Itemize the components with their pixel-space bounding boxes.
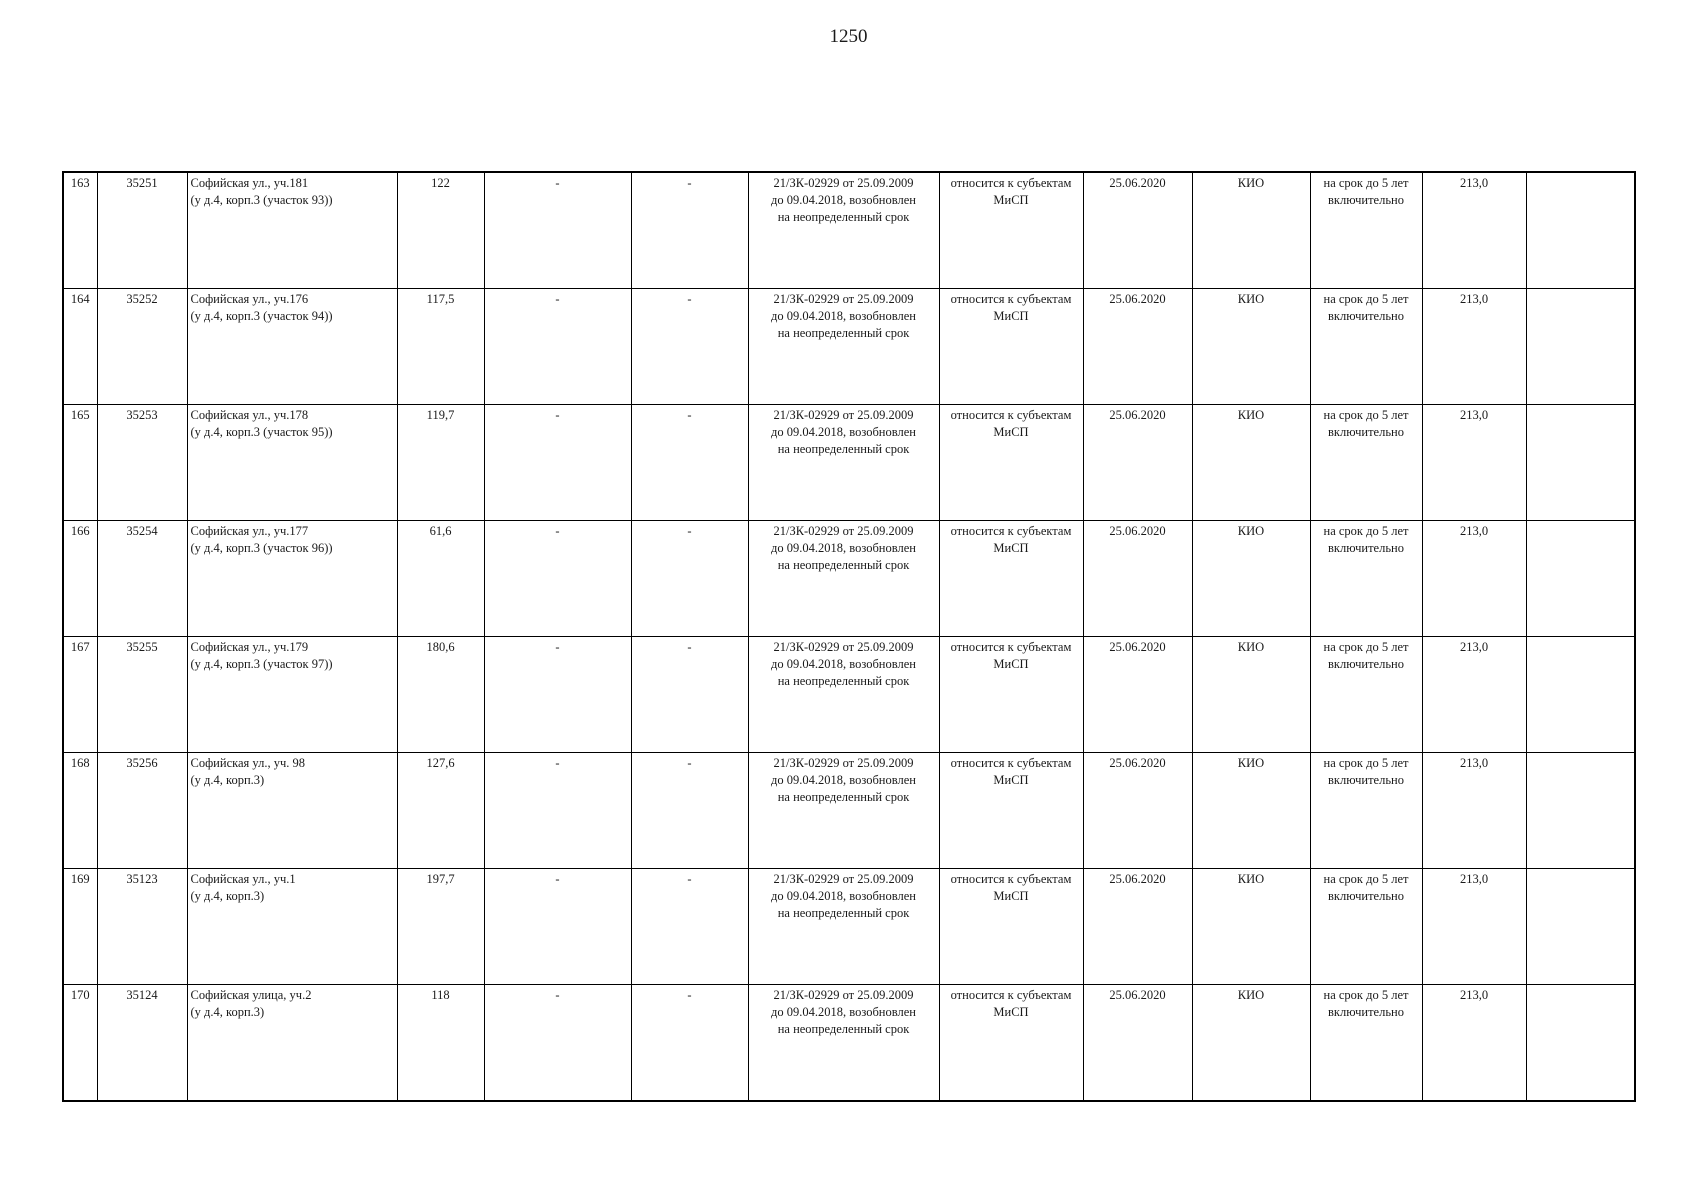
term-line: на срок до 5 лет	[1323, 988, 1409, 1002]
table-body	[63, 172, 1635, 1101]
area-cell: 119,7	[397, 405, 484, 521]
table-row	[63, 869, 1635, 985]
contract-line: на неопределенный срок	[777, 906, 910, 920]
contract-line: на неопределенный срок	[777, 674, 910, 688]
address-line: Софийская ул., уч.1	[190, 872, 296, 886]
address-line: (у д.4, корп.3 (участок 95))	[190, 425, 333, 439]
address-line: (у д.4, корп.3)	[190, 889, 265, 903]
category-cell	[939, 289, 1083, 405]
object-code-cell: 35124	[97, 985, 187, 1102]
term-cell	[1310, 405, 1422, 521]
row-number-cell: 168	[63, 753, 97, 869]
address-line: (у д.4, корп.3)	[190, 773, 265, 787]
object-code-cell: 35256	[97, 753, 187, 869]
contract-line: на неопределенный срок	[777, 790, 910, 804]
row-number-cell: 167	[63, 637, 97, 753]
contract-line: на неопределенный срок	[777, 1022, 910, 1036]
term-line: включительно	[1328, 1005, 1404, 1019]
value-cell: 213,0	[1422, 405, 1526, 521]
dash-cell: -	[484, 985, 631, 1102]
object-code-cell: 35123	[97, 869, 187, 985]
category-line: МиСП	[993, 541, 1029, 555]
term-cell	[1310, 753, 1422, 869]
term-line: включительно	[1328, 193, 1404, 207]
row-number-cell: 165	[63, 405, 97, 521]
contract-line: на неопределенный срок	[777, 326, 910, 340]
address-cell	[187, 405, 397, 521]
table-row	[63, 405, 1635, 521]
category-line: МиСП	[993, 1005, 1029, 1019]
category-cell	[939, 405, 1083, 521]
note-cell	[1526, 289, 1635, 405]
dash-cell: -	[484, 753, 631, 869]
address-line: Софийская ул., уч.179	[190, 640, 309, 654]
term-line: на срок до 5 лет	[1323, 524, 1409, 538]
contract-line: 21/ЗК-02929 от 25.09.2009	[773, 872, 914, 886]
term-line: на срок до 5 лет	[1323, 176, 1409, 190]
object-code-cell: 35252	[97, 289, 187, 405]
date-cell: 25.06.2020	[1083, 521, 1192, 637]
term-cell	[1310, 172, 1422, 289]
term-line: включительно	[1328, 773, 1404, 787]
dash-cell: -	[631, 753, 748, 869]
term-line: включительно	[1328, 889, 1404, 903]
dash-cell: -	[484, 172, 631, 289]
authority-cell: КИО	[1192, 521, 1310, 637]
authority-cell: КИО	[1192, 289, 1310, 405]
address-cell	[187, 289, 397, 405]
category-cell	[939, 172, 1083, 289]
contract-line: 21/ЗК-02929 от 25.09.2009	[773, 524, 914, 538]
contract-line: до 09.04.2018, возобновлен	[771, 1005, 916, 1019]
area-cell: 122	[397, 172, 484, 289]
value-cell: 213,0	[1422, 985, 1526, 1102]
dash-cell: -	[631, 985, 748, 1102]
note-cell	[1526, 637, 1635, 753]
authority-cell: КИО	[1192, 172, 1310, 289]
address-cell	[187, 637, 397, 753]
note-cell	[1526, 753, 1635, 869]
dash-cell: -	[631, 172, 748, 289]
term-cell	[1310, 637, 1422, 753]
authority-cell: КИО	[1192, 753, 1310, 869]
category-cell	[939, 521, 1083, 637]
term-line: на срок до 5 лет	[1323, 756, 1409, 770]
contract-line: на неопределенный срок	[777, 210, 910, 224]
contract-line: 21/ЗК-02929 от 25.09.2009	[773, 408, 914, 422]
dash-cell: -	[631, 869, 748, 985]
area-cell: 197,7	[397, 869, 484, 985]
object-code-cell: 35254	[97, 521, 187, 637]
category-line: МиСП	[993, 193, 1029, 207]
contract-line: до 09.04.2018, возобновлен	[771, 309, 916, 323]
contract-cell	[748, 289, 939, 405]
category-line: МиСП	[993, 425, 1029, 439]
contract-cell	[748, 753, 939, 869]
contract-line: 21/ЗК-02929 от 25.09.2009	[773, 756, 914, 770]
category-line: относится к субъектам	[950, 176, 1072, 190]
term-line: на срок до 5 лет	[1323, 292, 1409, 306]
area-cell: 118	[397, 985, 484, 1102]
row-number-cell: 170	[63, 985, 97, 1102]
contract-line: 21/ЗК-02929 от 25.09.2009	[773, 176, 914, 190]
contract-cell	[748, 985, 939, 1102]
contract-line: до 09.04.2018, возобновлен	[771, 425, 916, 439]
contract-cell	[748, 172, 939, 289]
dash-cell: -	[631, 289, 748, 405]
dash-cell: -	[631, 405, 748, 521]
area-cell: 127,6	[397, 753, 484, 869]
date-cell: 25.06.2020	[1083, 172, 1192, 289]
date-cell: 25.06.2020	[1083, 753, 1192, 869]
category-line: относится к субъектам	[950, 988, 1072, 1002]
row-number-cell: 163	[63, 172, 97, 289]
contract-cell	[748, 405, 939, 521]
address-line: Софийская ул., уч.181	[190, 176, 309, 190]
address-line: (у д.4, корп.3 (участок 93))	[190, 193, 333, 207]
category-cell	[939, 637, 1083, 753]
category-line: относится к субъектам	[950, 756, 1072, 770]
note-cell	[1526, 985, 1635, 1102]
address-cell	[187, 869, 397, 985]
contract-line: до 09.04.2018, возобновлен	[771, 889, 916, 903]
contract-line: до 09.04.2018, возобновлен	[771, 193, 916, 207]
value-cell: 213,0	[1422, 172, 1526, 289]
address-line: Софийская ул., уч.177	[190, 524, 309, 538]
term-line: включительно	[1328, 309, 1404, 323]
date-cell: 25.06.2020	[1083, 985, 1192, 1102]
contract-line: до 09.04.2018, возобновлен	[771, 657, 916, 671]
contract-cell	[748, 869, 939, 985]
value-cell: 213,0	[1422, 289, 1526, 405]
authority-cell: КИО	[1192, 405, 1310, 521]
note-cell	[1526, 521, 1635, 637]
term-line: на срок до 5 лет	[1323, 640, 1409, 654]
object-code-cell: 35253	[97, 405, 187, 521]
authority-cell: КИО	[1192, 869, 1310, 985]
area-cell: 117,5	[397, 289, 484, 405]
category-cell	[939, 753, 1083, 869]
address-line: (у д.4, корп.3 (участок 94))	[190, 309, 333, 323]
contract-cell	[748, 637, 939, 753]
table-row	[63, 521, 1635, 637]
address-line: Софийская ул., уч.178	[190, 408, 309, 422]
note-cell	[1526, 172, 1635, 289]
contract-line: на неопределенный срок	[777, 442, 910, 456]
contract-line: 21/ЗК-02929 от 25.09.2009	[773, 988, 914, 1002]
term-line: включительно	[1328, 425, 1404, 439]
registry-table	[62, 171, 1636, 1102]
term-line: включительно	[1328, 657, 1404, 671]
dash-cell: -	[631, 521, 748, 637]
authority-cell: КИО	[1192, 637, 1310, 753]
row-number-cell: 164	[63, 289, 97, 405]
area-cell: 180,6	[397, 637, 484, 753]
category-line: МиСП	[993, 773, 1029, 787]
category-line: относится к субъектам	[950, 408, 1072, 422]
category-line: относится к субъектам	[950, 292, 1072, 306]
category-line: относится к субъектам	[950, 640, 1072, 654]
value-cell: 213,0	[1422, 521, 1526, 637]
object-code-cell: 35251	[97, 172, 187, 289]
category-line: МиСП	[993, 657, 1029, 671]
term-line: на срок до 5 лет	[1323, 408, 1409, 422]
category-cell	[939, 985, 1083, 1102]
note-cell	[1526, 869, 1635, 985]
term-cell	[1310, 289, 1422, 405]
date-cell: 25.06.2020	[1083, 869, 1192, 985]
table-row	[63, 289, 1635, 405]
term-line: на срок до 5 лет	[1323, 872, 1409, 886]
dash-cell: -	[484, 405, 631, 521]
row-number-cell: 169	[63, 869, 97, 985]
address-line: Софийская ул., уч.176	[190, 292, 309, 306]
category-line: относится к субъектам	[950, 524, 1072, 538]
table-row	[63, 172, 1635, 289]
address-line: (у д.4, корп.3 (участок 96))	[190, 541, 333, 555]
row-number-cell: 166	[63, 521, 97, 637]
contract-line: до 09.04.2018, возобновлен	[771, 773, 916, 787]
dash-cell: -	[484, 869, 631, 985]
term-cell	[1310, 521, 1422, 637]
address-line: Софийская ул., уч. 98	[190, 756, 306, 770]
area-cell: 61,6	[397, 521, 484, 637]
contract-line: до 09.04.2018, возобновлен	[771, 541, 916, 555]
category-cell	[939, 869, 1083, 985]
table-row	[63, 637, 1635, 753]
date-cell: 25.06.2020	[1083, 405, 1192, 521]
value-cell: 213,0	[1422, 869, 1526, 985]
category-line: МиСП	[993, 889, 1029, 903]
value-cell: 213,0	[1422, 637, 1526, 753]
term-line: включительно	[1328, 541, 1404, 555]
authority-cell: КИО	[1192, 985, 1310, 1102]
address-line: (у д.4, корп.3 (участок 97))	[190, 657, 333, 671]
contract-line: 21/ЗК-02929 от 25.09.2009	[773, 640, 914, 654]
contract-cell	[748, 521, 939, 637]
page-number: 1250	[829, 26, 868, 47]
value-cell: 213,0	[1422, 753, 1526, 869]
dash-cell: -	[631, 637, 748, 753]
address-cell	[187, 172, 397, 289]
table-row	[63, 985, 1635, 1102]
table-row	[63, 753, 1635, 869]
object-code-cell: 35255	[97, 637, 187, 753]
contract-line: 21/ЗК-02929 от 25.09.2009	[773, 292, 914, 306]
term-cell	[1310, 869, 1422, 985]
category-line: МиСП	[993, 309, 1029, 323]
dash-cell: -	[484, 289, 631, 405]
term-cell	[1310, 985, 1422, 1102]
date-cell: 25.06.2020	[1083, 637, 1192, 753]
address-cell	[187, 521, 397, 637]
address-cell	[187, 985, 397, 1102]
address-cell	[187, 753, 397, 869]
date-cell: 25.06.2020	[1083, 289, 1192, 405]
note-cell	[1526, 405, 1635, 521]
address-line: Софийская улица, уч.2	[190, 988, 312, 1002]
dash-cell: -	[484, 637, 631, 753]
address-line: (у д.4, корп.3)	[190, 1005, 265, 1019]
category-line: относится к субъектам	[950, 872, 1072, 886]
contract-line: на неопределенный срок	[777, 558, 910, 572]
dash-cell: -	[484, 521, 631, 637]
